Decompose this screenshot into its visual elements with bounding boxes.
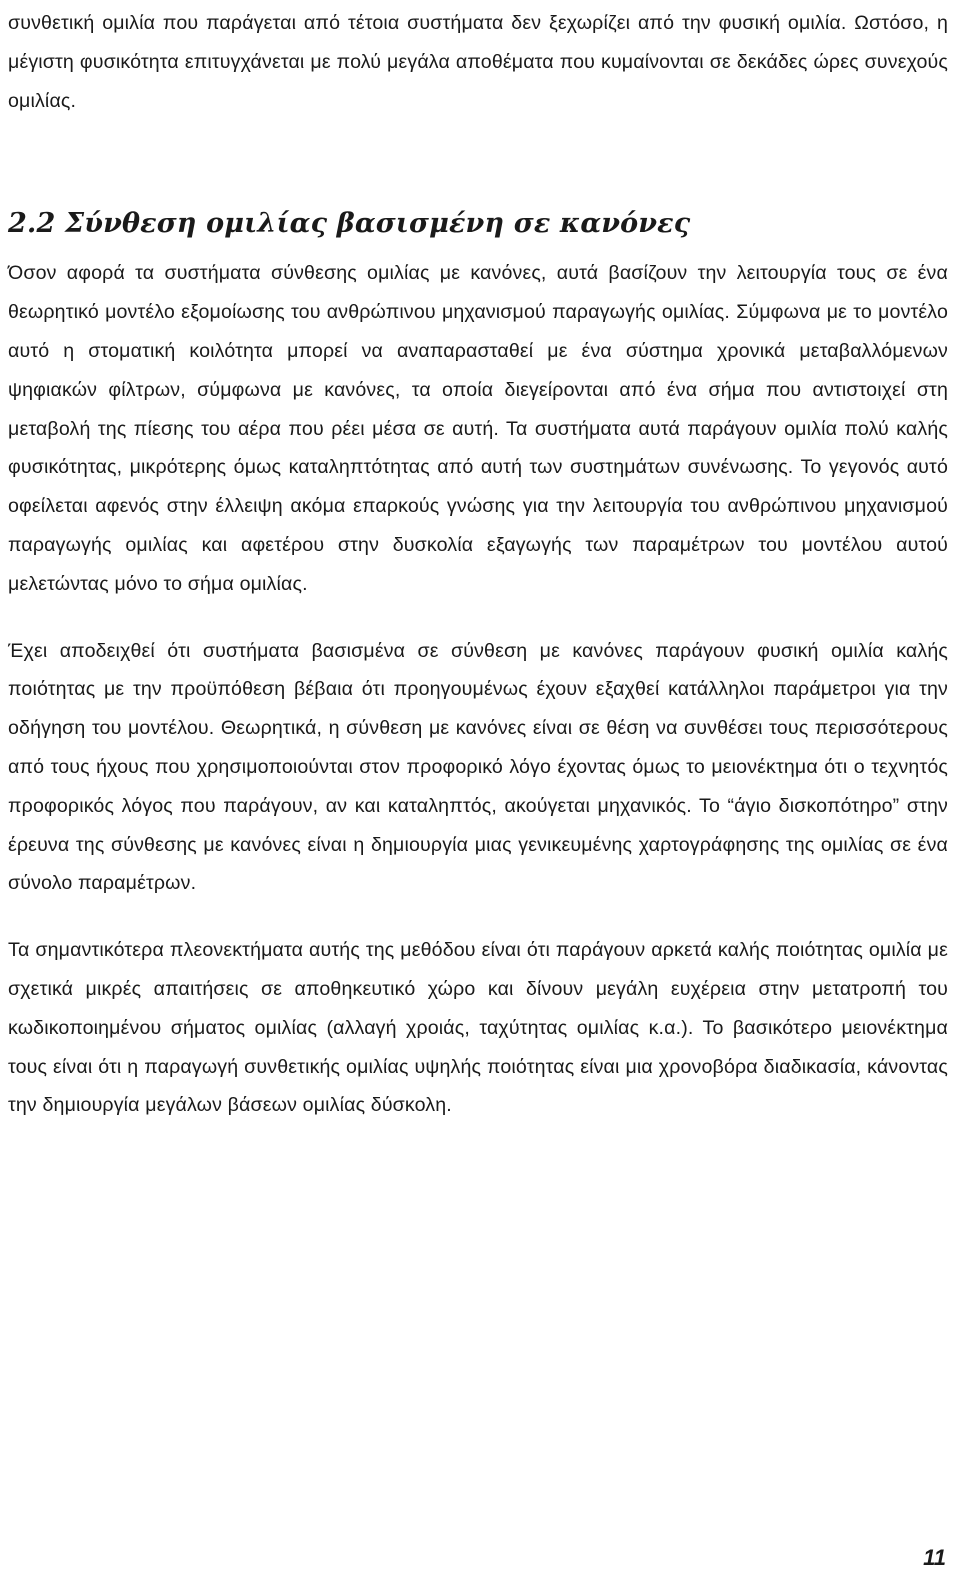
body-paragraph: Όσον αφορά τα συστήματα σύνθεσης ομιλίας με κανόνες, αυτά βασίζουν την λειτουργία τους σε ένα θεωρητικό μοντέλο εξομοίωσης του ανθρώπινου μηχανισμού παραγωγής ομιλίας. Σύμφωνα με το μοντέλο αυτό η στοματική κοιλότητα μπορεί να αναπαρασταθεί με ένα σύστημα χρονικά μεταβαλλόμενων ψηφιακών φίλτρων, σύμφωνα με κανόνες, τα οποία διεγείρονται από ένα σήμα που αντιστοιχεί στη μεταβολή της πίεσης του αέρα που ρέει μέσα σε αυτή. Τα συστήματα αυτά παράγουν ομιλία πολύ καλής φυσικότητας, μικρότερης όμως καταληπτότητας από αυτή των συστημάτων συνένωσης. Το γεγονός αυτό οφείλεται αφενός στην έλλειψη ακόμα επαρκούς γνώσης για την λειτουργία του ανθρώπινου μηχανισμού παραγωγής ομιλίας και αφετέρου στην δυσκολία εξαγωγής των παραμέτρων του μοντέλου αυτού μελετώντας μόνο το σήμα ομιλίας. — [8, 262, 948, 595]
page-number: 11 — [923, 1545, 946, 1570]
body-paragraph: Τα σημαντικότερα πλεονεκτήματα αυτής της μεθόδου είναι ότι παράγουν αρκετά καλής ποιότητας ομιλία με σχετικά μικρές απαιτήσεις σε αποθηκευτικό χώρο και δίνουν μεγάλη ευχέρεια στην μετατροπή του κωδικοποιημένου σήματος ομιλίας (αλλαγή χροιάς, ταχύτητας ομιλίας κ.α.). Το βασικότερο μειονέκτημα τους είναι ότι η παραγωγή συνθετικής ομιλίας υψηλής ποιότητας είναι μια χρονοβόρα διαδικασία, κάνοντας την δημιουργία μεγάλων βάσεων ομιλίας δύσκολη. — [8, 939, 948, 1117]
page-content — [8, 4, 948, 1125]
section-heading: 2.2 Σύνθεση ομιλίας βασισμένη σε κανόνες — [8, 208, 691, 240]
intro-paragraph: συνθετική ομιλία που παράγεται από τέτοια συστήματα δεν ξεχωρίζει από την φυσική ομιλία. Ωστόσο, η μέγιστη φυσικότητα επιτυγχάνεται με πολύ μεγάλα αποθέματα που κυμαίνονται σε δεκάδες ώρες συνεχούς ομιλίας. — [8, 12, 948, 112]
body-paragraph: Έχει αποδειχθεί ότι συστήματα βασισμένα σε σύνθεση με κανόνες παράγουν φυσική ομιλία καλής ποιότητας με την προϋπόθεση βέβαια ότι προηγουμένως έχουν εξαχθεί κατάλληλοι παράμετροι για την οδήγηση του μοντέλου. Θεωρητικά, η σύνθεση με κανόνες είναι σε θέση να συνθέσει τους περισσότερους από τους ήχους που χρησιμοποιούνται στον προφορικό λόγο έχοντας όμως το μειονέκτημα ότι ο τεχνητός προφορικός λόγος που παράγουν, αν και καταληπτός, ακούγεται μηχανικός. Το “άγιο δισκοπότηρο” στην έρευνα της σύνθεσης με κανόνες είναι η δημιουργία μιας γενικευμένης χαρτογράφησης της ομιλίας σε ένα σύνολο παραμέτρων. — [8, 639, 948, 895]
